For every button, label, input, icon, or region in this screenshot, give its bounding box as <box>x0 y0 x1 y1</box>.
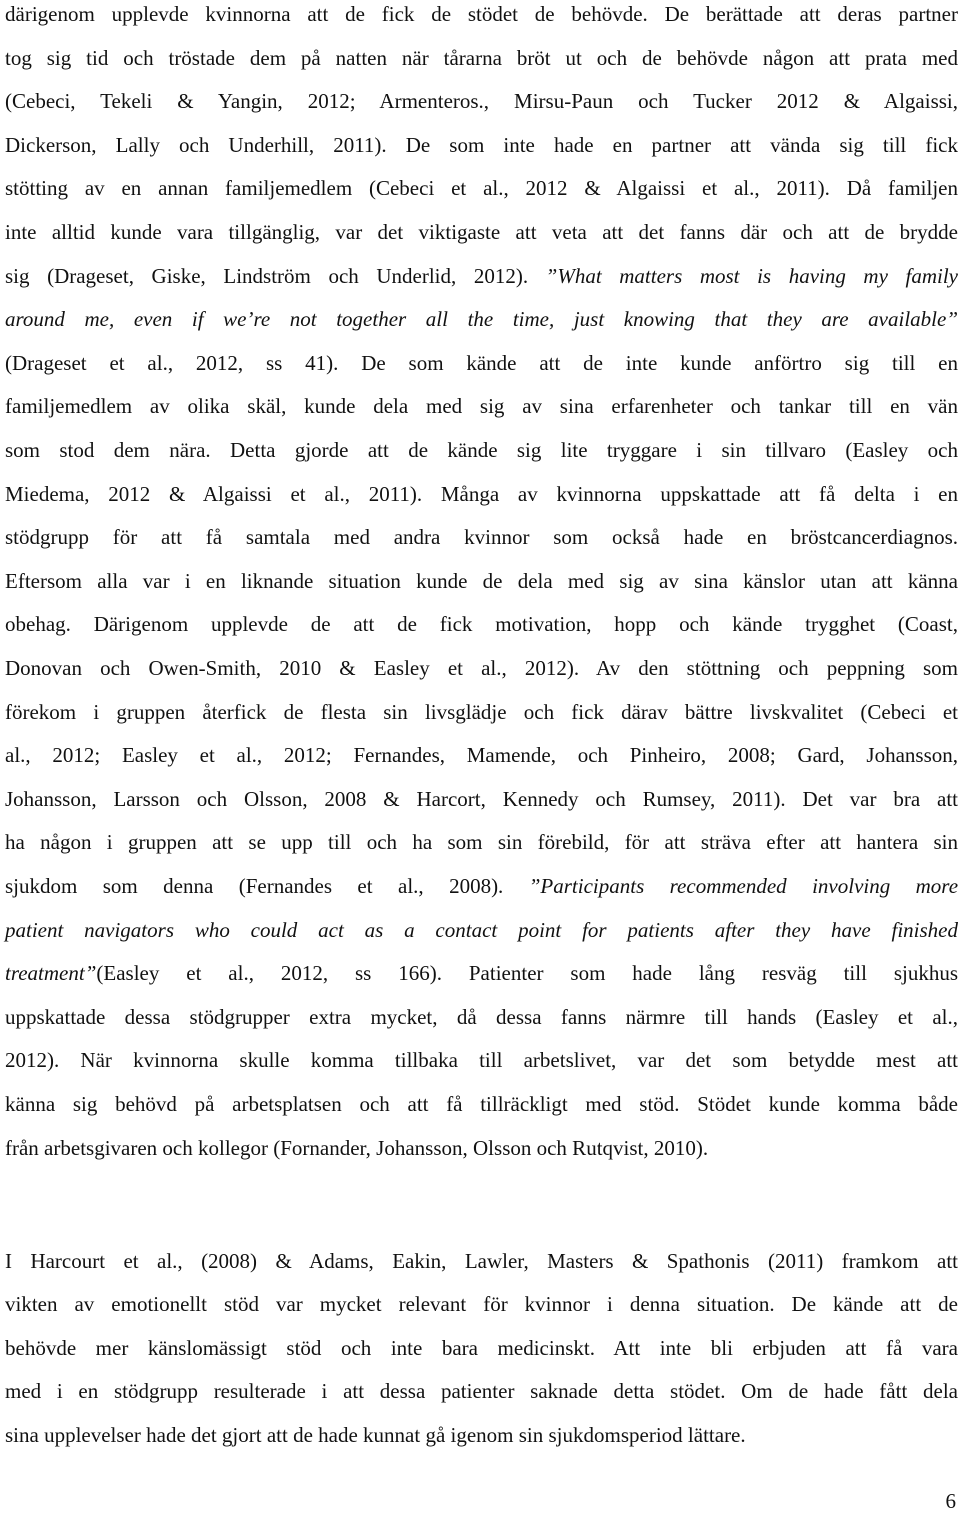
text-segment: familjemedlem av olika skäl, kunde dela med sig av sina erfarenheter och tankar till en vän <box>5 394 958 418</box>
text-line <box>5 393 958 419</box>
text-segment: I Harcourt et al., (2008) & Adams, Eakin, Lawler, Masters & Spathonis (2011) framkom att <box>5 1249 958 1273</box>
text-segment: med i en stödgrupp resulterade i att dessa patienter saknade detta stödet. Om de hade fått dela <box>5 1379 958 1403</box>
text-line <box>5 829 958 855</box>
text-segment: sjukdom som denna (Fernandes et al., 2008). <box>5 874 529 898</box>
text-line <box>5 481 958 507</box>
text-line <box>5 1004 958 1030</box>
text-line <box>5 917 958 943</box>
text-line <box>5 742 958 768</box>
text-segment: vikten av emotionellt stöd var mycket relevant för kvinnor i denna situation. De kände att de <box>5 1292 958 1316</box>
text-line <box>5 175 958 201</box>
text-line <box>5 132 958 158</box>
quote-segment: ”Participants recommended involving more <box>528 874 959 898</box>
text-segment: Eftersom alla var i en liknande situation kunde de dela med sig av sina känslor utan att känna <box>5 569 958 593</box>
text-line <box>5 568 958 594</box>
text-line <box>5 873 958 899</box>
text-line <box>5 699 958 725</box>
text-segment: känna sig behövd på arbetsplatsen och att få tillräckligt med stöd. Stödet kunde komma både <box>5 1092 958 1116</box>
text-line <box>5 655 958 681</box>
text-segment: sig (Drageset, Giske, Lindström och Underlid, 2012). <box>5 264 546 288</box>
text-line <box>5 1135 708 1161</box>
text-segment: al., 2012; Easley et al., 2012; Fernandes, Mamende, och Pinheiro, 2008; Gard, Johansson, <box>5 743 958 767</box>
text-line <box>5 263 958 289</box>
text-line <box>5 306 958 332</box>
quote-segment: ”What matters most is having my family <box>545 264 958 288</box>
text-line <box>5 524 958 550</box>
text-segment: ha någon i gruppen att se upp till och ha som sin förebild, för att sträva efter att hantera sin <box>5 830 958 854</box>
text-line <box>5 1248 958 1274</box>
quote-segment: patient navigators who could act as a contact point for patients after they have finished <box>5 918 958 942</box>
text-line <box>5 1291 958 1317</box>
text-line <box>5 1335 958 1361</box>
text-line <box>5 1 958 27</box>
text-segment: tog sig tid och tröstade dem på natten när tårarna bröt ut och de behövde någon att prata med <box>5 46 958 70</box>
text-segment: förekom i gruppen återfick de flesta sin livsglädje och fick därav bättre livskvalitet (Cebeci et <box>5 700 958 724</box>
text-line <box>5 1422 746 1448</box>
text-line <box>5 960 958 986</box>
text-line <box>5 45 958 71</box>
text-line <box>5 350 958 376</box>
text-segment: obehag. Därigenom upplevde de att de fick motivation, hopp och kände trygghet (Coast, <box>5 612 958 636</box>
text-line <box>5 437 958 463</box>
text-segment: från arbetsgivaren och kollegor (Fornander, Johansson, Olsson och Rutqvist, 2010). <box>5 1136 709 1160</box>
text-segment: stötting av en annan familjemedlem (Cebeci et al., 2012 & Algaissi et al., 2011). Då familjen <box>5 176 958 200</box>
text-segment: sina upplevelser hade det gjort att de hade kunnat gå igenom sin sjukdomsperiod lättare. <box>5 1423 746 1447</box>
text-line <box>5 611 958 637</box>
text-segment: uppskattade dessa stödgrupper extra mycket, då dessa fanns närmre till hands (Easley et al., <box>5 1005 958 1029</box>
text-line <box>5 786 958 812</box>
text-line <box>5 88 958 114</box>
text-segment: Miedema, 2012 & Algaissi et al., 2011). Många av kvinnorna uppskattade att få delta i en <box>5 482 958 506</box>
text-segment: (Easley et al., 2012, ss 166). Patienter som hade lång resväg till sjukhus <box>96 961 958 985</box>
text-line <box>5 1047 958 1073</box>
text-segment: inte alltid kunde vara tillgänglig, var det viktigaste att veta att det fanns där och att de brydde <box>5 220 958 244</box>
quote-segment: treatment” <box>5 961 97 985</box>
text-segment: Dickerson, Lally och Underhill, 2011). De som inte hade en partner att vända sig till fick <box>5 133 958 157</box>
text-segment: (Cebeci, Tekeli & Yangin, 2012; Armenteros., Mirsu-Paun och Tucker 2012 & Algaissi, <box>5 89 958 113</box>
text-line <box>5 1378 958 1404</box>
text-segment: därigenom upplevde kvinnorna att de fick de stödet de behövde. De berättade att deras partner <box>5 2 958 26</box>
text-segment: Donovan och Owen-Smith, 2010 & Easley et al., 2012). Av den stöttning och peppning som <box>5 656 958 680</box>
page-number: 6 <box>945 1489 956 1513</box>
text-segment: som stod dem nära. Detta gjorde att de kände sig lite tryggare i sin tillvaro (Easley och <box>5 438 958 462</box>
text-segment: (Drageset et al., 2012, ss 41). De som kände att de inte kunde anförtro sig till en <box>5 351 958 375</box>
quote-segment: around me, even if we’re not together all the time, just knowing that they are available” <box>5 307 958 331</box>
text-segment: Johansson, Larsson och Olsson, 2008 & Harcort, Kennedy och Rumsey, 2011). Det var bra att <box>5 787 958 811</box>
text-segment: stödgrupp för att få samtala med andra kvinnor som också hade en bröstcancerdiagnos. <box>5 525 958 549</box>
text-segment: 2012). När kvinnorna skulle komma tillbaka till arbetslivet, var det som betydde mest att <box>5 1048 958 1072</box>
text-line <box>5 219 958 245</box>
text-line <box>5 1091 958 1117</box>
text-segment: behövde mer känslomässigt stöd och inte bara medicinskt. Att inte bli erbjuden att få vara <box>5 1336 958 1360</box>
